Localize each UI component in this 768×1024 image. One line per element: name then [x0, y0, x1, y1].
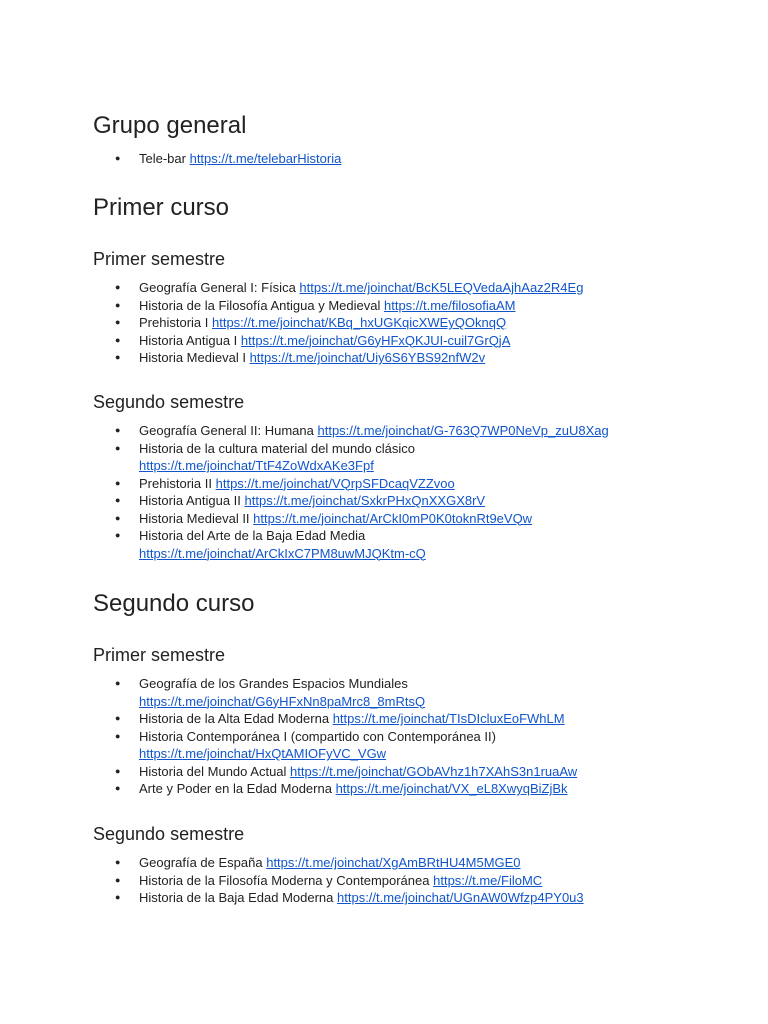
list-segundo-curso-segundo-semestre [93, 854, 584, 907]
item-text: Geografía de España [139, 855, 263, 870]
telegram-link[interactable]: https://t.me/joinchat/HxQtAMIOFyVC_VGw [139, 746, 387, 761]
list-grupo-general [93, 150, 341, 168]
item-text: Geografía de los Grandes Espacios Mundiales [139, 676, 408, 691]
item-text: Historia del Mundo Actual [139, 763, 287, 779]
item-text: Historia de la cultura material del mundo clásico [139, 440, 416, 456]
list-item [93, 297, 583, 315]
item-text: Historia Antigua II [139, 493, 241, 508]
list-item [93, 440, 609, 475]
item-text: Historia de la Baja Edad Moderna [139, 890, 334, 905]
telegram-link[interactable]: https://t.me/filosofiaAM [383, 297, 516, 313]
list-item [93, 349, 583, 367]
item-text: Geografía General II: Humana [139, 423, 314, 438]
item-text: Historia Medieval II [139, 510, 250, 526]
telegram-link[interactable]: https://t.me/joinchat/VQrpSFDcaqVZZvoo [215, 475, 455, 491]
telegram-link[interactable]: https://t.me/joinchat/VX_eL8XwyqBiZjBk [335, 781, 568, 796]
heading-segundo-curso: Segundo curso [93, 590, 255, 617]
telegram-link[interactable]: https://t.me/joinchat/KBq_hxUGKqicXWEyQOknqQ [212, 315, 507, 330]
list-item [93, 889, 584, 907]
item-text: Prehistoria II [139, 475, 212, 491]
item-text: Historia del Arte de la Baja Edad Media [139, 528, 366, 543]
item-text: Historia de la Filosofía Moderna y Contemporánea [139, 872, 430, 888]
heading-primer-curso: Primer curso [93, 194, 230, 221]
heading-primer-curso-segundo-semestre: Segundo semestre [93, 392, 245, 412]
list-item [93, 279, 583, 297]
list-item [93, 780, 577, 798]
telegram-link[interactable]: https://t.me/joinchat/TtF4ZoWdxAKe3Fpf [139, 458, 374, 473]
item-text: Historia Contemporánea I (compartido con Contemporánea II) [139, 728, 496, 744]
telegram-link[interactable]: https://t.me/joinchat/G6yHFxQKJUI-cuil7GrQjA [240, 332, 511, 348]
item-text: Historia de la Alta Edad Moderna [139, 711, 330, 726]
telegram-link[interactable]: https://t.me/telebarHistoria [189, 151, 342, 166]
list-item [93, 332, 583, 350]
list-segundo-curso-primer-semestre [93, 675, 577, 798]
telegram-link[interactable]: https://t.me/joinchat/BcK5LEQVedaAjhAaz2R4Eg [299, 280, 584, 295]
item-text: Geografía General I: Física [139, 280, 296, 295]
list-item [93, 150, 341, 168]
telegram-link[interactable]: https://t.me/joinchat/XgAmBRtHU4M5MGE0 [266, 855, 521, 870]
list-item [93, 422, 609, 440]
item-text: Arte y Poder en la Edad Moderna [139, 781, 332, 796]
item-text: Prehistoria I [139, 315, 209, 330]
telegram-link[interactable]: https://t.me/joinchat/Uiy6S6YBS92nfW2v [249, 350, 486, 365]
telegram-link[interactable]: https://t.me/joinchat/SxkrPHxQnXXGX8rV [244, 493, 486, 508]
list-item [93, 527, 609, 562]
list-item [93, 314, 583, 332]
telegram-link[interactable]: https://t.me/joinchat/TIsDIcluxEoFWhLM [332, 711, 565, 726]
list-item [93, 492, 609, 510]
list-item [93, 872, 584, 890]
item-text: Historia Medieval I [139, 350, 246, 365]
item-text: Historia Antigua I [139, 332, 238, 348]
heading-grupo-general: Grupo general [93, 112, 247, 139]
list-item [93, 854, 584, 872]
list-item [93, 475, 609, 493]
telegram-link[interactable]: https://t.me/joinchat/UGnAW0Wfzp4PY0u3 [337, 890, 584, 905]
list-primer-curso-primer-semestre [93, 279, 583, 367]
telegram-link[interactable]: https://t.me/joinchat/G-763Q7WP0NeVp_zuU8Xag [317, 423, 609, 438]
heading-segundo-curso-primer-semestre: Primer semestre [93, 645, 226, 665]
list-item [93, 675, 577, 710]
telegram-link[interactable]: https://t.me/FiloMC [433, 872, 543, 888]
telegram-link[interactable]: https://t.me/joinchat/GObAVhz1h7XAhS3n1ruaAw [290, 763, 578, 779]
list-item [93, 763, 577, 781]
list-item [93, 728, 577, 763]
item-text: Historia de la Filosofía Antigua y Medieval [139, 297, 381, 313]
list-primer-curso-segundo-semestre [93, 422, 609, 562]
list-item [93, 710, 577, 728]
item-text: Tele-bar [139, 151, 186, 166]
telegram-link[interactable]: https://t.me/joinchat/G6yHFxNn8paMrc8_8mRtsQ [139, 693, 426, 709]
telegram-link[interactable]: https://t.me/joinchat/ArCkI0mP0K0toknRt9eVQw [253, 510, 533, 526]
telegram-link[interactable]: https://t.me/joinchat/ArCkIxC7PM8uwMJQKtm-cQ [139, 545, 426, 561]
heading-primer-curso-primer-semestre: Primer semestre [93, 249, 226, 269]
heading-segundo-curso-segundo-semestre: Segundo semestre [93, 824, 245, 844]
list-item [93, 510, 609, 528]
